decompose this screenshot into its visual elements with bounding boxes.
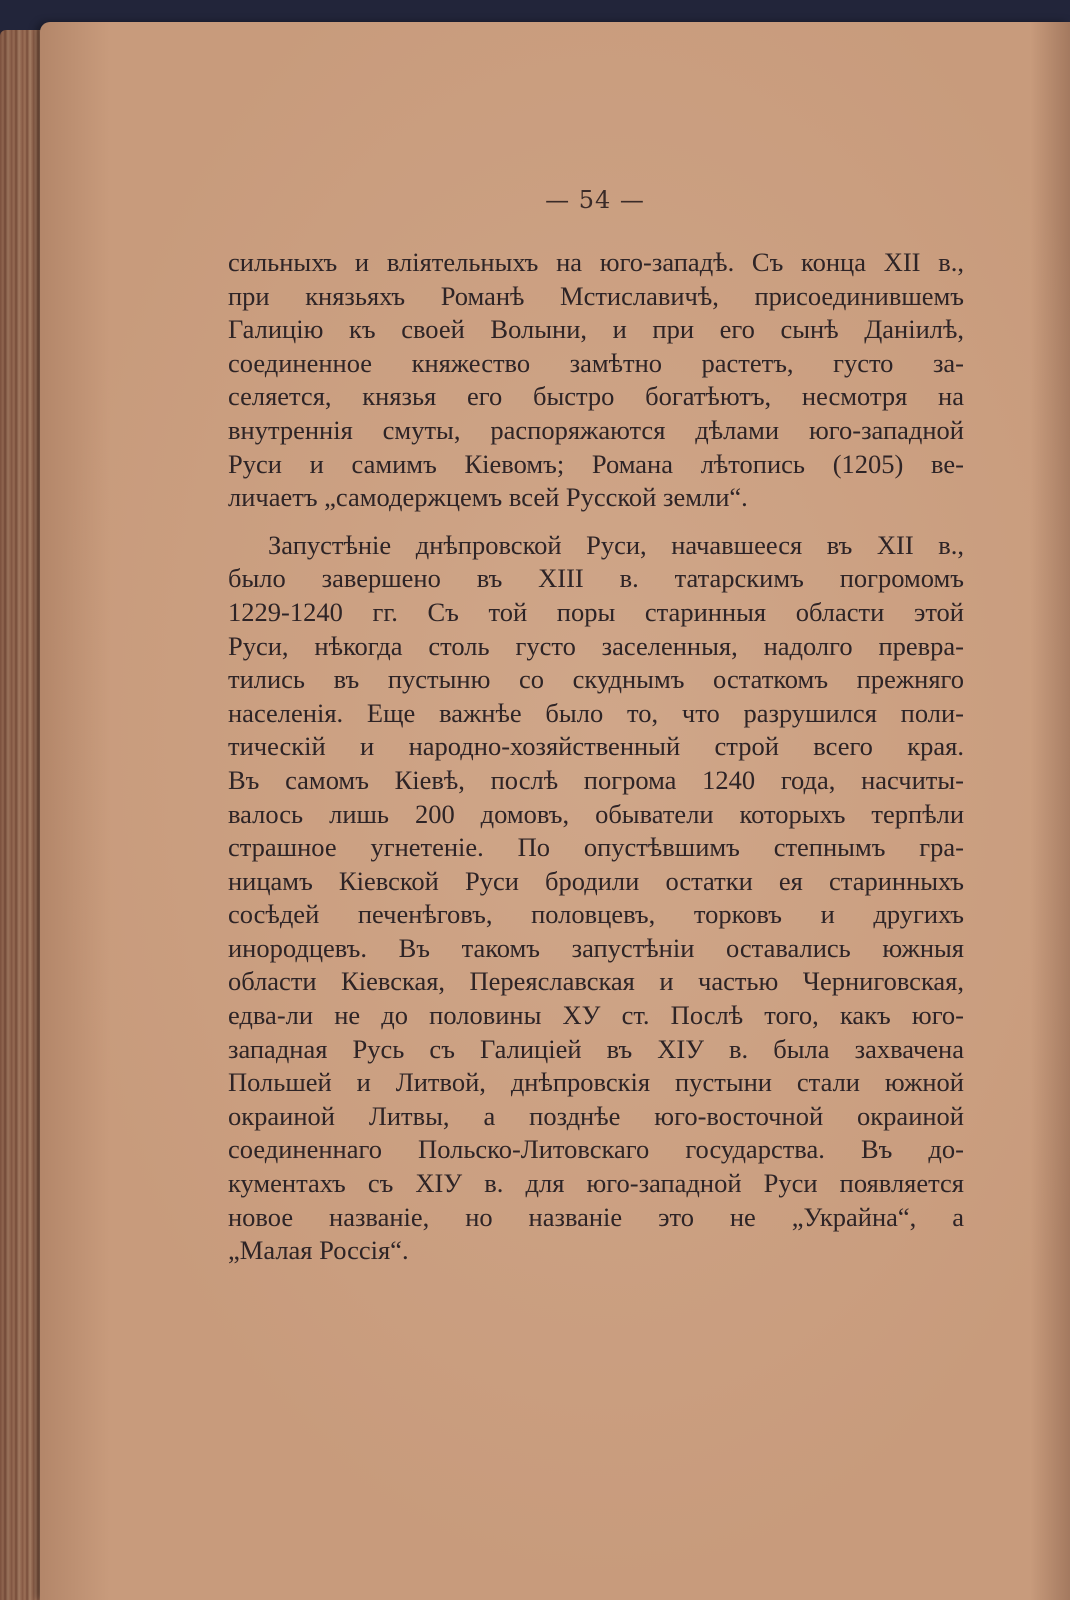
text-line: личаетъ „самодержцемъ всей Русской земли“. (228, 482, 748, 513)
text-line: соединеннаго Польско-Литовскаго государства. Въ до- (228, 1134, 964, 1165)
text-line: при князьяхъ Романѣ Мстиславичѣ, присоединившемъ (228, 280, 964, 311)
text-line: страшное угнетенiе. По опустѣвшимъ степнымъ гра- (228, 832, 964, 863)
text-line: валось лишь 200 домовъ, обыватели которыхъ терпѣли (228, 798, 964, 829)
text-line: сосѣдей печенѣговъ, половцевъ, торковъ и другихъ (228, 899, 964, 930)
text-line: западная Русь съ Галицiей въ XIУ в. была захвачена (228, 1033, 964, 1064)
text-line: инородцевъ. Въ такомъ запустѣнiи оставались южныя (228, 932, 964, 963)
text-line: окраиной Литвы, а позднѣе юго-восточной окраиной (228, 1100, 964, 1131)
text-line: Галицiю къ своей Волыни, и при его сынѣ Данiилѣ, (228, 314, 964, 345)
text-line: Въ самомъ Кiевѣ, послѣ погрома 1240 года, насчиты- (228, 764, 964, 795)
text-line: Руси, нѣкогда столь густо заселенныя, надолго превра- (228, 630, 964, 661)
paragraph-1 (228, 246, 964, 515)
text-line: ницамъ Кiевской Руси бродили остатки ея старинныхъ (228, 865, 964, 896)
text-line: 1229-1240 гг. Съ той поры старинныя области этой (228, 596, 964, 627)
page-number: — 54 — (545, 186, 645, 214)
text-line: Запустѣнiе днѣпровской Руси, начавшееся въ XII в., (268, 529, 964, 560)
text-line: внутреннiя смуты, распоряжаются дѣлами юго-западной (228, 414, 964, 445)
text-line: тическiй и народно-хозяйственный строй всего края. (228, 731, 964, 762)
body-text (228, 246, 964, 1268)
text-line: было завершено въ XIII в. татарскимъ погромомъ (228, 563, 964, 594)
paragraph-gap (228, 515, 964, 529)
text-line: Польшей и Литвой, днѣпровскiя пустыни стали южной (228, 1067, 964, 1098)
text-line: сильныхъ и влiятельныхъ на юго-западѣ. Съ конца XII в., (228, 247, 964, 277)
text-line: населенiя. Еще важнѣе было то, что разрушился поли- (228, 697, 964, 728)
text-line: едва-ли не до половины XУ ст. Послѣ того, какъ юго- (228, 1000, 964, 1031)
text-line: тились въ пустыню со скуднымъ остаткомъ прежняго (228, 664, 964, 695)
text-line: области Кiевская, Переяславская и частью Черниговская, (228, 966, 964, 997)
text-line: селяется, князья его быстро богатѣютъ, несмотря на (228, 381, 964, 412)
text-line: „Малая Россiя“. (228, 1235, 409, 1266)
text-line: соединенное княжество замѣтно растетъ, густо за- (228, 347, 964, 378)
text-line: новое названiе, но названiе это не „Украйна“, а (228, 1201, 964, 1232)
text-line: Руси и самимъ Кiевомъ; Романа лѣтопись (1205) ве- (228, 448, 964, 479)
text-line: кументахъ съ XIУ в. для юго-западной Руси появляется (228, 1168, 964, 1199)
paragraph-2 (228, 529, 964, 1268)
